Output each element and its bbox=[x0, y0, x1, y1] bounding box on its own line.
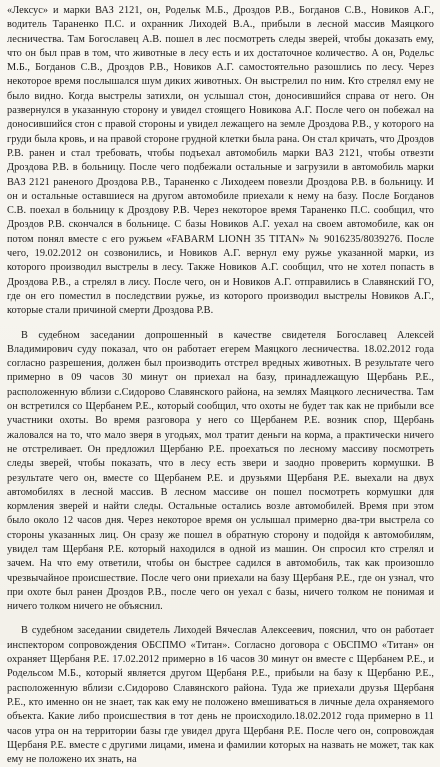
paragraph-witness-likhodey: В судебном заседании свидетель Лиходей Вячеслав Алексеевич, пояснил, что он работает инспектором сопровождения ОБСПМО «Титан». Согласно договора с ОБСПМО «Титан» он охраняет Щербаня Р.Е. 17.02.2012 примерно в 16 часов 30 минут он вместе с Щербанем Р.Е., и Родельсом М.Б., который является другом Щербаня Р.Е., прибыли на базу к Щербаню Р.Е., расположенную вблизи с.Сидорово Славянского района. Туда же приехали друзья Щербаня Р.Е., кто именно он не знает, так как ему не положено вмешиваться в личные дела охраняемого объекта. Какие либо происшествия в тот день не происходило.18.02.2012 года примерно в 11 часов утра он на территории базы где увидел друга Щербаня Р.Е. После чего он, сопровождая Щербаня Р.Е. вместе с другими лицами, имена и фамилии которых на назвать не может, так как ему не положено их знать, на bbox=[7, 625, 434, 766]
paragraph-gap bbox=[7, 614, 434, 624]
paragraph-testimony-continuation: «Лексус» и марки ВАЗ 2121, он, Родельк М.Б., Дроздов Р.В., Богданов С.В., Новиков А.Г., водитель Тараненко П.С. и охранник Лиходей В.А., прибыли в лесной массив Маяцкого лесничества. Там Богославец А.В. пошел в лес посмотреть следы зверей, чтобы доказать ему, что он был прав в том, что животные в лесу есть и их достаточное количество. А он, Родельс М.Б., Богданов С.В., Дроздов Р.В., Новиков А.Г. самостоятельно разошлись по лесу. Через некоторое время послышался шум диких животных. Он выстрелил по ним. Кто стрелял ему не было видно. Когда выстрелы затихли, он услышал стон, доносившийся справа от него. Он развернулся в указанную сторону и увидел стоящего Новикова А.Г. После чего он побежал на доносившийся стон с правой стороны и увидел лежащего на земле Дроздова Р.В., у которого на груди была кровь, и на правой стороне грудной клетки была рана. Он стал кричать, что Дроздов Р.В. ранен и стал требовать, чтобы подъехал автомобиль марки ВАЗ 2121, чтобы отвезти Дроздова Р.В. в больницу. После чего подбежали остальные и загрузили в автомобиль марки ВАЗ 2121 раненого Дроздова Р.В., Тараненко с Лиходеем повезли Дроздова Р.В. в больницу. И он и остальные оставшиеся на другом автомобиле приехали к нему на базу. После Богданов С.В. поехал в больницу к Дроздову Р.В. Через некоторое время Тараненко П.С. сообщил, что Дроздов Р.В. скончался в больнице. С базы Новиков А.Г. уехал на своем автомобиле, как он потом понял вместе с его ружьем «FABARM LIONH 35 TITAN» № 9016235/8039276. После чего, 19.02.2012 он созвонились, и Новиков А.Г. вернул ему ружье указанной марки, из которого производил выстрелы в лесу. Также Новиков А.Г. сообщил, что не хотел попасть в Дроздова Р.В., а стрелял в лису. После чего, он и Новиков А.Г. отправились в Славянский ГО, где он его поместил в последствии ружье, из которого производил выстрелы Новиков А.Г., которые стали причиной смерти Дроздова Р.В. bbox=[7, 5, 434, 317]
paragraph-gap bbox=[7, 319, 434, 329]
paragraph-witness-bogoslavets: В судебном заседании допрошенный в качестве свидетеля Богославец Алексей Владимирович суду показал, что он работает егерем Маяцкого лесничества. 18.02.2012 года согласно разрешения, должен был производить отстрел вредных животных. В результате чего примерно в 09 часов 30 минут он приехал на базу, принадлежащую Щербань Р.Е., расположенную вблизи с.Сидорово Славянского района, на землях Маяцкого лесничества. Там он встретился со Щербанем Р.Е., который сообщил, что охоты не будет так как не прибыли все участники охоты. Во время разговора у него со Щербанем Р.Е. возник спор, Щербань жаловался на то, что мало зверя в угодьях, мол тратит деньги на корма, а практически ничего не отстреливает. Он предложил Щербаню Р.Е. проехаться по лесному массиву посмотреть следы зверей, чтобы показать, что в лесу есть звери и заодно проверить кормушки. В результате чего он, вместе со Щербанем Р.Е. и друзьями Щербаня Р.Е. выехали на двух автомобилях в лесной массив. В лесном массиве он пошел посмотреть кормушки для кормления зверей и найти следы. Остальные остались возле автомобилей. Время при этом было около 12 часов дня. Через некоторое время он услышал примерно два-три выстрела со стороны указанных лиц. Он сразу же пошел в обратную сторону и подойдя к автомобилям, увидел там Щербаня Р.Е. который находился в одной из машин. Он спросил кто стрелял и зачем. На что ему ответили, чтобы он быстрее садился в автомобиль, так как произошло чрезвычайное происшествие. После чего они приехали на базу Щербаня Р.Е., где он узнал, что при охоте был ранен Дроздов Р.В., после чего он уехал с базы, ничего толком не понимая и ничего толком ничего не объяснил. bbox=[7, 329, 434, 613]
